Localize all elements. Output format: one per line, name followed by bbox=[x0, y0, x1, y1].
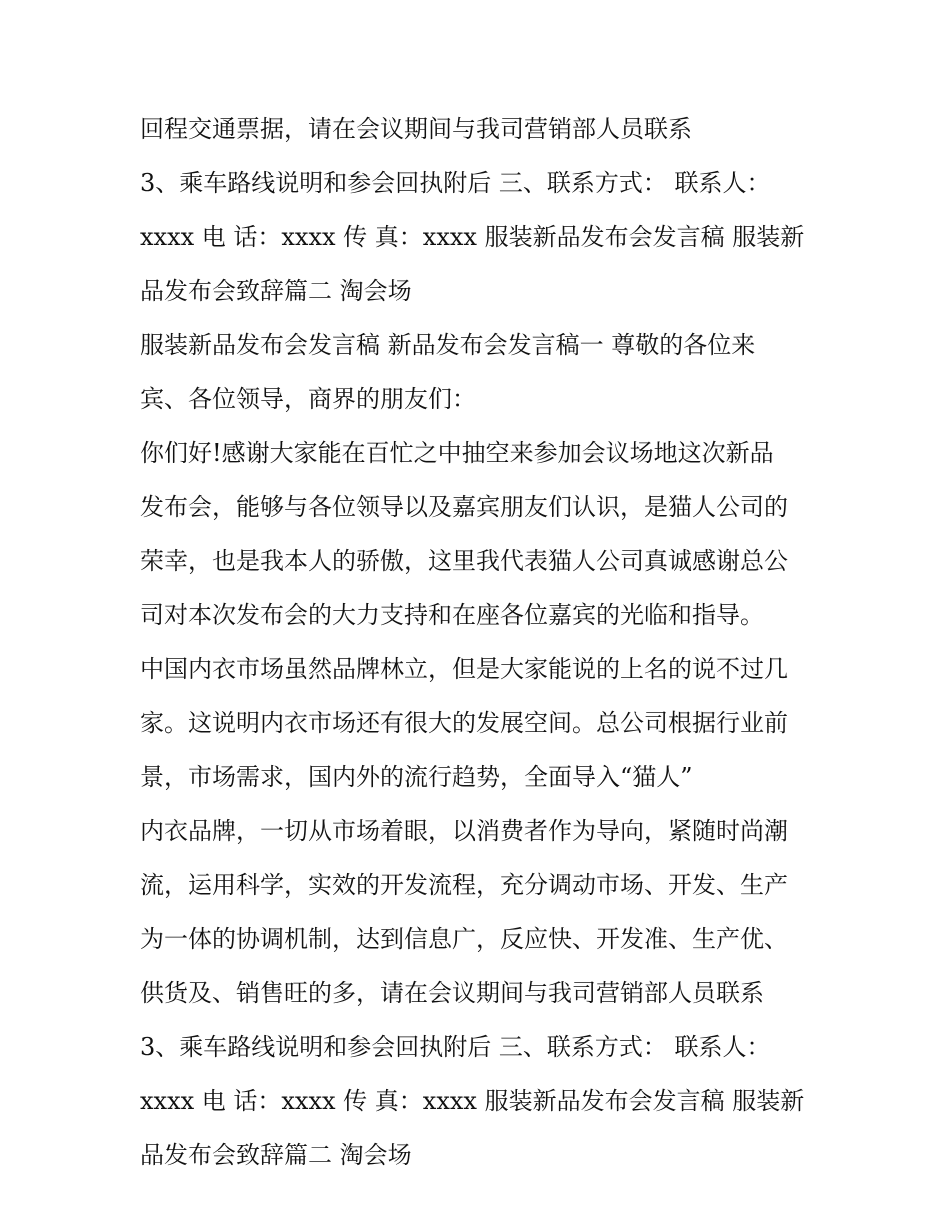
text-line: 中国内衣市场虽然品牌林立，但是大家能说的上名的说不过几 bbox=[140, 655, 788, 683]
text-line: xxxx 电 话：xxxx 传 真：xxxx 服装新品发布会发言稿 服装新 bbox=[140, 1087, 805, 1115]
text-line: 荣幸，也是我本人的骄傲，这里我代表猫人公司真诚感谢总公 bbox=[140, 547, 788, 575]
text-line: 供货及、销售旺的多，请在会议期间与我司营销部人员联系 bbox=[140, 979, 764, 1007]
text-line: 景，市场需求，国内外的流行趋势，全面导入“猫人” bbox=[140, 763, 693, 791]
text-line: 为一体的协调机制，达到信息广，反应快、开发准、生产优、 bbox=[140, 925, 788, 953]
text-line: 3、乘车路线说明和参会回执附后 三、联系方式： 联系人： bbox=[140, 169, 771, 197]
text-line: 宾、各位领导，商界的朋友们： bbox=[140, 385, 476, 413]
text-line: 你们好!感谢大家能在百忙之中抽空来参加会议场地这次新品 bbox=[140, 439, 774, 467]
text-line: 司对本次发布会的大力支持和在座各位嘉宾的光临和指导。 bbox=[140, 601, 764, 629]
text-line: 流，运用科学，实效的开发流程，充分调动市场、开发、生产 bbox=[140, 871, 788, 899]
text-line: 发布会，能够与各位领导以及嘉宾朋友们认识，是猫人公司的 bbox=[140, 493, 788, 521]
text-line: 内衣品牌，一切从市场着眼，以消费者作为导向，紧随时尚潮 bbox=[140, 817, 788, 845]
text-line: 服装新品发布会发言稿 新品发布会发言稿一 尊敬的各位来 bbox=[140, 331, 756, 359]
text-line: 品发布会致辞篇二 淘会场 bbox=[140, 1141, 412, 1169]
text-line: 家。这说明内衣市场还有很大的发展空间。总公司根据行业前 bbox=[140, 709, 788, 737]
document-body bbox=[140, 108, 840, 1188]
text-line: 回程交通票据，请在会议期间与我司营销部人员联系 bbox=[140, 115, 692, 143]
text-line: xxxx 电 话：xxxx 传 真：xxxx 服装新品发布会发言稿 服装新 bbox=[140, 223, 805, 251]
text-line: 品发布会致辞篇二 淘会场 bbox=[140, 277, 412, 305]
text-line: 3、乘车路线说明和参会回执附后 三、联系方式： 联系人： bbox=[140, 1033, 771, 1061]
